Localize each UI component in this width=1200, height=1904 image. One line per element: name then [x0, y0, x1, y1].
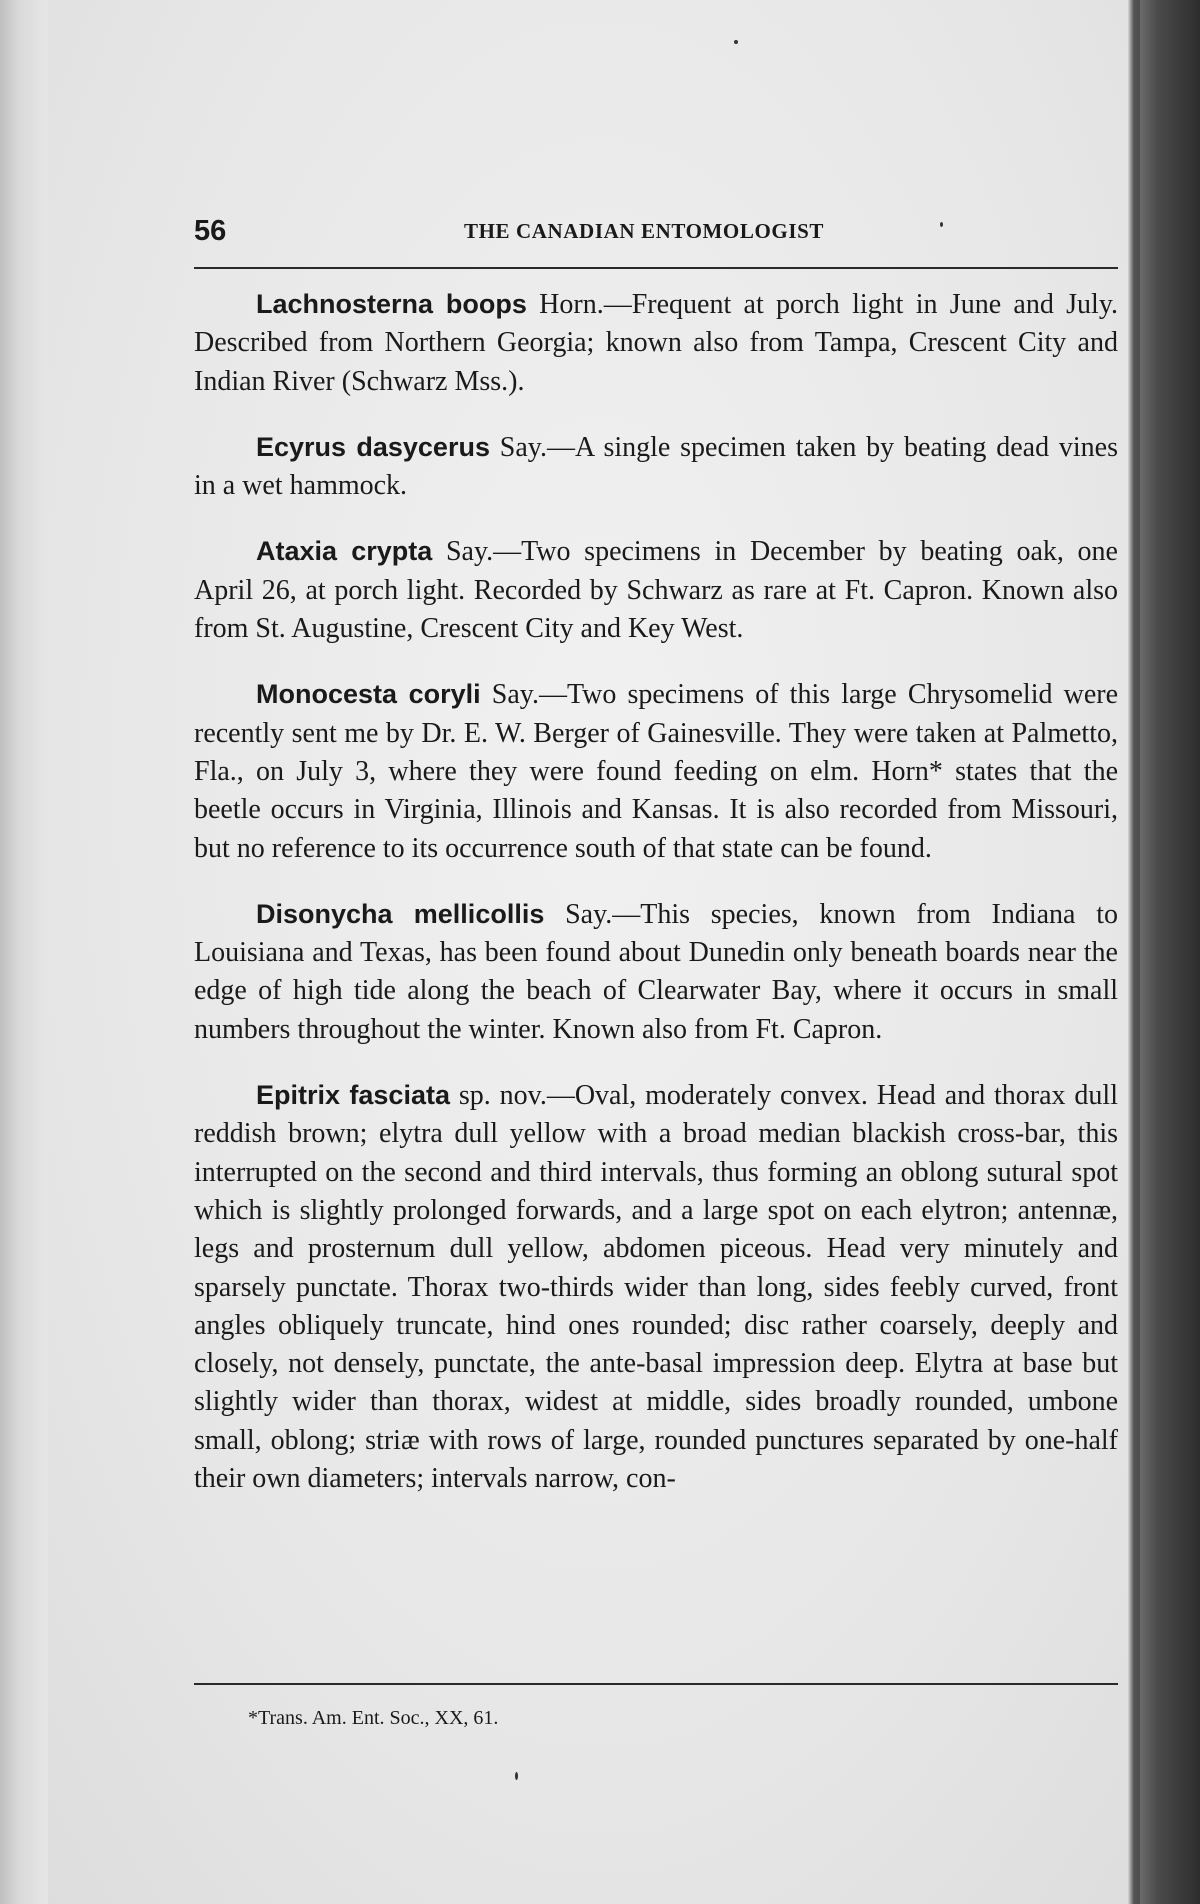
species-entry: [194, 895, 1118, 1049]
footnote: *Trans. Am. Ent. Soc., XX, 61.: [248, 1707, 499, 1729]
species-entry: [194, 285, 1118, 401]
entry-text: Horn.—Frequent at porch light in June and July. Described from Northern Georgia; known also from Tampa, Crescent City and Indian River (Schwarz Mss.).: [194, 289, 1119, 397]
book-edge-shading: [1140, 0, 1200, 1904]
taxon-name: Ecyrus dasycerus: [256, 431, 490, 462]
entry-text: Say.—Two specimens of this large Chrysomelid were recently sent me by Dr. E. W. Berger of Gainesville. They were taken at Palmetto, Fla., on July 3, where they were found feeding on elm. Horn* states that the beetle occurs in Virginia, Illinois and Kansas. It is also recorded from Missouri, but no reference to its occurrence south of that state can be found.: [194, 679, 1119, 864]
species-entry: [194, 428, 1118, 506]
dust-speck: [515, 1772, 518, 1780]
species-entry: [194, 532, 1118, 648]
entry-text: Say.—Two specimens in December by beating oak, one April 26, at porch light. Recorded by Schwarz as rare at Ft. Capron. Known also from St. Augustine, Crescent City and Key West.: [194, 536, 1118, 645]
species-entry: [194, 1076, 1118, 1498]
page-number: 56: [194, 215, 227, 247]
header-rule: [194, 267, 1118, 269]
entry-text: Say.—A single specimen taken by beating dead vines in a wet hammock.: [194, 431, 1118, 502]
taxon-name: Monocesta coryli: [256, 679, 481, 710]
entry-text: Say.—This species, known from Indiana to Louisiana and Texas, has been found about Dunedin only beneath boards near the edge of high tide along the beach of Clearwater Bay, where it occurs in small numbers throughout the winter. Known also from Ft. Capron.: [194, 898, 1118, 1045]
taxon-name: Lachnosterna boops: [256, 289, 527, 319]
taxon-name: Ataxia crypta: [256, 536, 433, 567]
page-header: [194, 215, 1118, 249]
species-entries: [194, 285, 1118, 1525]
footnote-rule: [194, 1683, 1118, 1685]
taxon-name: Epitrix fasciata: [256, 1080, 450, 1111]
dust-speck: [734, 40, 738, 44]
entry-text: sp. nov.—Oval, moderately convex. Head and thorax dull reddish brown; elytra dull yellow with a broad median blackish cross-bar, this interrupted on the second and third intervals, thus forming an oblong sutural spot which is slightly prolonged forwards, and a large spot on each elytron; antennæ, legs and prosternum dull yellow, abdomen piceous. Head very minutely and sparsely punctate. Thorax two-thirds wider than long, sides feebly curved, front angles obliquely truncate, hind ones rounded; disc rather coarsely, deeply and closely, not densely, punctate, the ante-basal impression deep. Elytra at base but slightly wider than thorax, widest at middle, sides broadly rounded, umbone small, oblong; striæ with rows of large, rounded punctures separated by one-half their own diameters; intervals narrow, con-: [194, 1080, 1118, 1495]
page-gutter-shadow: [0, 0, 48, 1904]
taxon-name: Disonycha mellicollis: [256, 898, 545, 929]
page-text-block: [194, 215, 1119, 1729]
species-entry: [194, 675, 1118, 867]
running-head: THE CANADIAN ENTOMOLOGIST: [464, 219, 825, 243]
